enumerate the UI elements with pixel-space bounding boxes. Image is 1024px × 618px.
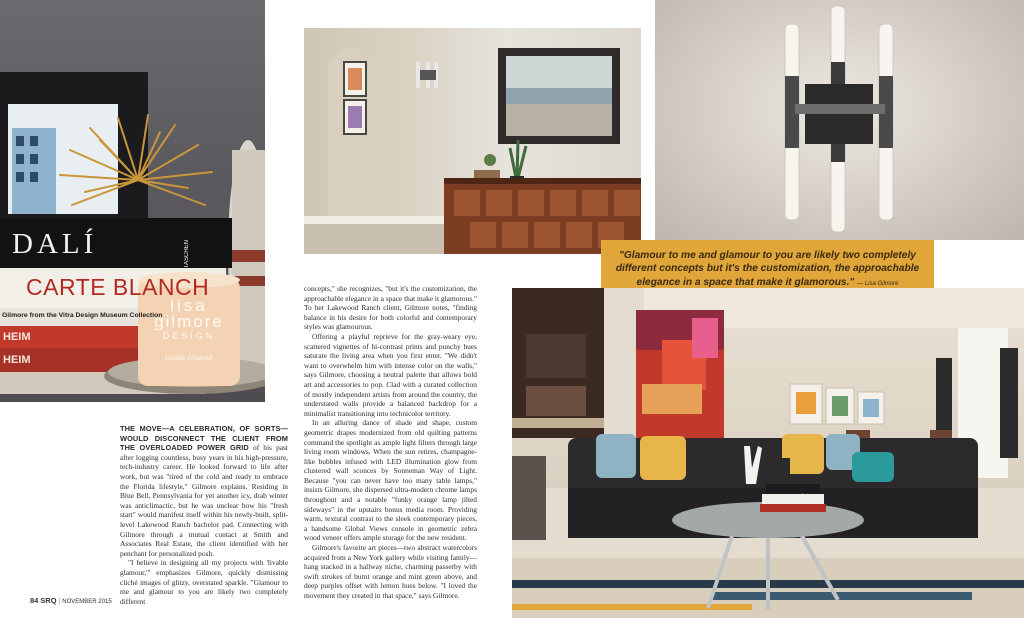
article-column-left — [120, 424, 288, 606]
book-title-dali: DALÍ — [12, 228, 98, 260]
photo-wall-sconce — [655, 0, 1024, 240]
candle-label-design: DESIGN — [162, 331, 216, 341]
living-room-illustration — [512, 288, 1024, 618]
folio-page-number: 84 — [30, 596, 39, 605]
book-title-carte-blanche: CARTE BLANCH — [26, 274, 210, 300]
pull-quote-attribution: — Lisa Gilmore — [857, 280, 899, 287]
article-paragraph-5: In an alluring dance of shade and shape, custom geometric drapes modernized from old quilting patterns command the spotlight as ample light filters through large living room windows. When the sun retires, champagne-like bubbles infused with LED illumination glow from clustered wall sconces by Sonneman Way of Light. Because "you can never have too many table lamps," insists Gilmore, she dispersed ultra-modern chrome lamps throughout and a notable "funky orange lamp jilted sideways" in the upstairs bonus media room. Providing warm, textural contrast to the sleek contemporary pieces, a handsome Global Views console in geometric zebra wood veneer offers ample storage for the new resident. — [304, 418, 477, 543]
article-lead-paragraph — [120, 424, 288, 558]
folio-issue: NOVEMBER 2015 — [62, 599, 112, 605]
article-lead-in: THE MOVE—A CELEBRATION, OF SORTS—WOULD DISCONNECT THE CLIENT FROM THE OVERLOADED POWER GRID — [120, 424, 288, 453]
article-column-middle — [304, 284, 477, 601]
coffee-table-book-title: DALÍ — [782, 494, 805, 502]
hallway-illustration — [304, 28, 641, 254]
candle-label-gilmore: gilmore — [154, 312, 224, 331]
wall-sconce-illustration — [655, 0, 1024, 240]
folio-magazine-name: SRQ — [40, 596, 57, 605]
book-publisher-taschen: TASCHEN — [184, 240, 190, 269]
candle-label — [142, 298, 236, 362]
article-paragraph-2: "I believe in designing all my projects with 'livable glamour,'" emphasizes Gilmore, quickly dismissing cliché images of glitzy, overstated sparkle. "Glamour to me and glamour to you are likely two completely different — [120, 558, 288, 606]
pull-quote-text: "Glamour to me and glamour to you are likely two completely different concepts but it's the customization, the approachable elegance in a space that make it glamorous." — [615, 250, 920, 288]
candle-label-script: Livable Glamour — [164, 354, 214, 362]
book-title-heim-2: HEIM — [3, 354, 31, 366]
book-title-design-museum: Gilmore from the Vitra Design Museum Collection — [2, 312, 163, 319]
candle-label-lisa: lisa — [170, 296, 208, 315]
article-paragraph-3: concepts," she recognizes, "but it's the customization, the approachable elegance in a space that make it glamorous." To her Lakewood Ranch client, Gilmore notes, "finding balance in his desire for both colorful and contemporary styles was glamourous. — [304, 284, 477, 332]
photo-living-room — [512, 288, 1024, 618]
article-paragraph-4: Offering a playful reprieve for the gray-weary eye, scattered vignettes of hi-contrast prints and punchy hues saturate the living area when you first enter. "We didn't want to overwhelm him with intense color on the walls," says Gilmore, choosing a neutral palette that allows bold art and accessories to pop. Clad with a curated collection of mostly independent artists from around the country, the understated walls provide a balanced backdrop for a minimalist transitioning into technicolor territory. — [304, 331, 477, 418]
photo-hallway-console — [304, 28, 641, 254]
book-title-heim-1: HEIM — [3, 331, 31, 343]
article-paragraph-1: of his past after logging countless, busy years in his high-pressure, tech-industry career. He looked forward to life after work, but was "tired of the cold and ready to embrace the Florida lifestyle," Gilmore explains. Residing in Blue Bell, Pennsylvania for yet another icy, drab winter was anticlimactic, but he was unclear how his "fresh start" would manifest itself within his newly-built, split-level Lakewood Ranch bachelor pad. Connecting with Gilmore through a mutual contact at Smith and Associates Real Estate, the client identified with her penchant for personalized posh. — [120, 443, 288, 558]
article-paragraph-6: Gilmore's favorite art pieces—two abstract watercolors acquired from a New York gallery while visiting family—hang stacked in a hallway niche, charming passerby with swift strokes of burnt orange and mint green above, and deep purples offset with lemon hues below. "I loved the movement they created in that space," says Gilmore. — [304, 543, 477, 600]
page-folio: 84 SRQ | NOVEMBER 2015 — [30, 596, 112, 605]
